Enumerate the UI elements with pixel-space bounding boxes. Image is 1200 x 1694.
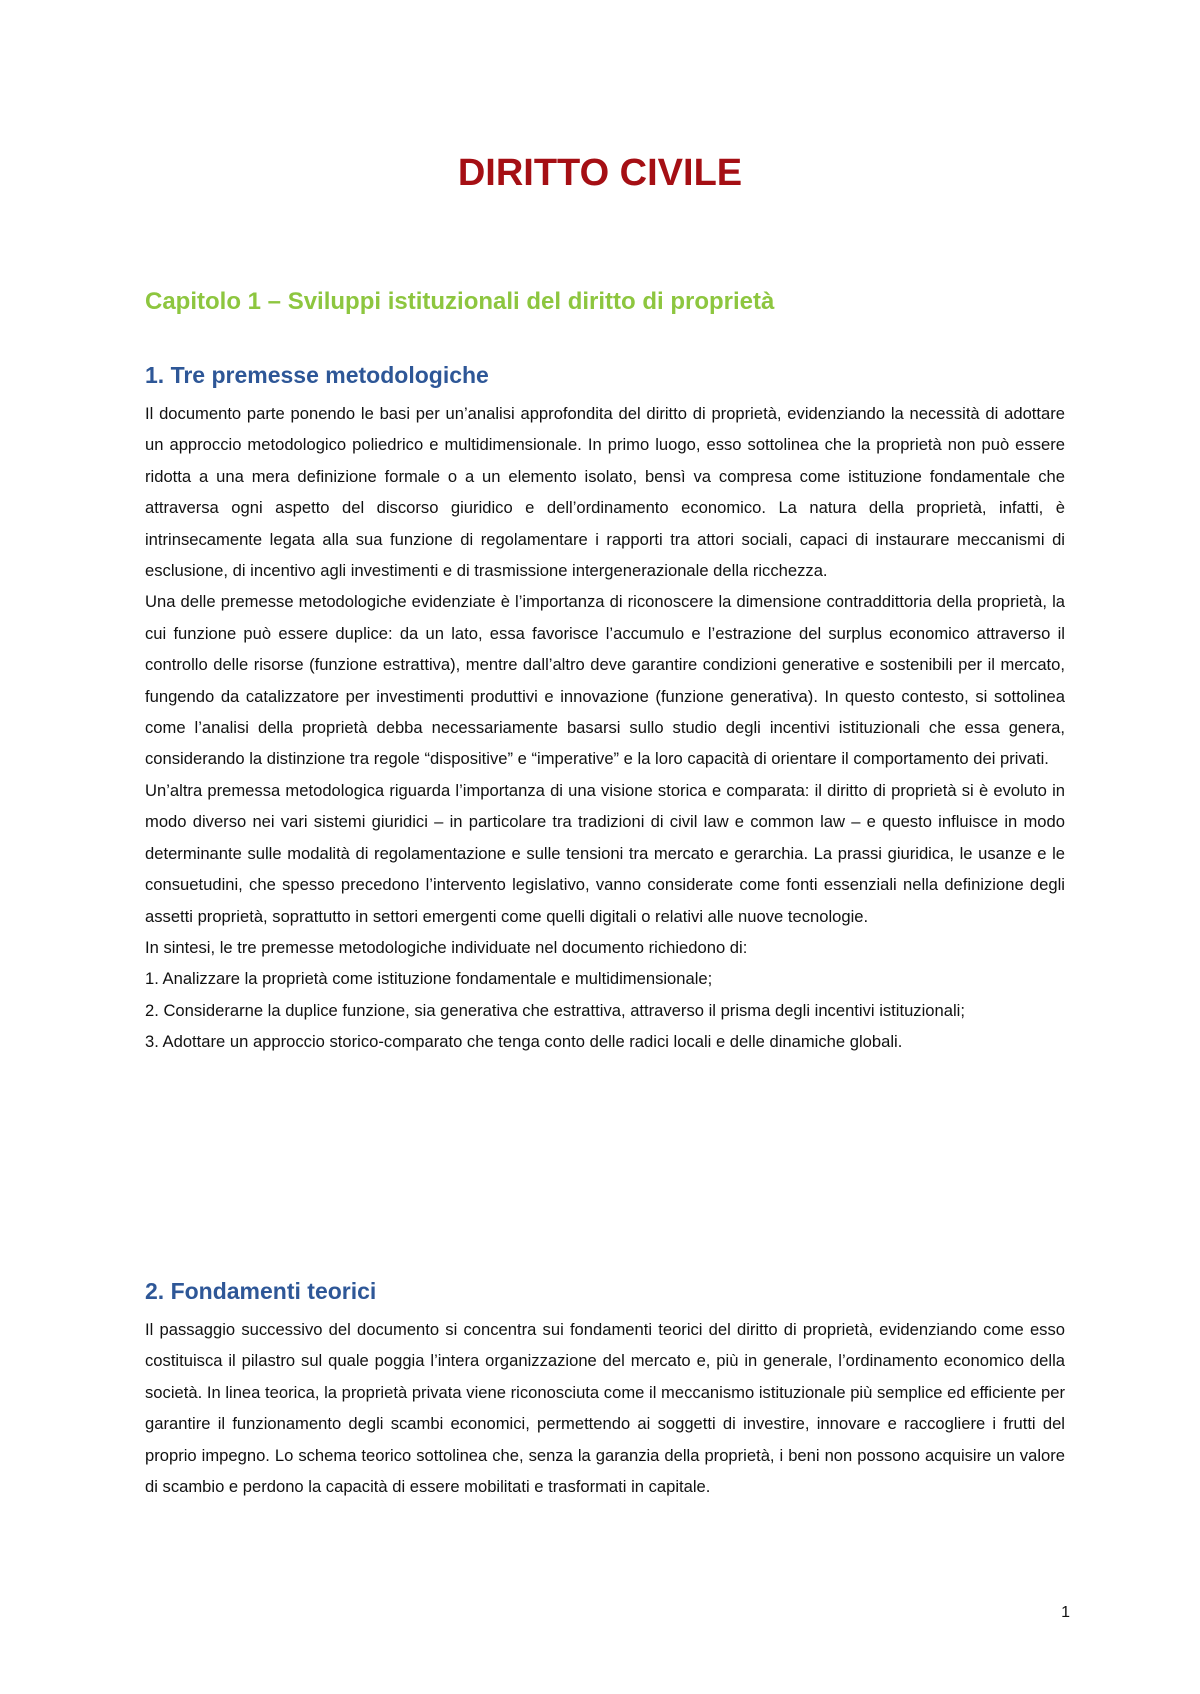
paragraph: Il documento parte ponendo le basi per un’analisi approfondita del diritto di proprietà, evidenziando la necessità di adottare un approccio metodologico poliedrico e multidimensionale. In primo luogo, esso sottolinea che la proprietà non può essere ridotta a una mera definizione formale o a un elemento isolato, bensì va compresa come istituzione fondamentale che attraversa ogni aspetto del discorso giuridico e dell’ordinamento economico. La natura della proprietà, infatti, è intrinsecamente legata alla sua funzione di regolamentare i rapporti tra attori sociali, capaci di instaurare meccanismi di esclusione, di incentivo agli investimenti e di trasmissione intergenerazionale della ricchezza. xyxy=(145,404,1065,581)
list-item: 1. Analizzare la proprietà come istituzione fondamentale e multidimensionale; xyxy=(145,969,713,989)
paragraph: Il passaggio successivo del documento si concentra sui fondamenti teorici del diritto di proprietà, evidenziando come esso costituisca il pilastro sul quale poggia l’intera organizzazione del mercato e, più in generale, l’ordinamento economico della società. In linea teorica, la proprietà privata viene riconosciuta come il meccanismo istituzionale più semplice ed efficiente per garantire il funzionamento degli scambi economici, permettendo ai soggetti di investire, innovare e raccogliere i frutti del proprio impegno. Lo schema teorico sottolinea che, senza la garanzia della proprietà, i beni non possono acquisire un valore di scambio e perdono la capacità di essere mobilitati e trasformati in capitale. xyxy=(145,1320,1065,1497)
list-item: 2. Considerarne la duplice funzione, sia generativa che estrattiva, attraverso il prisma degli incentivi istituzionali; xyxy=(145,1000,965,1020)
section-heading-1: 1. Tre premesse metodologiche xyxy=(145,362,489,388)
section-body-2 xyxy=(145,1314,1065,1502)
paragraph: Un’altra premessa metodologica riguarda l’importanza di una visione storica e comparata: il diritto di proprietà si è evoluto in modo diverso nei vari sistemi giuridici – in particolare tra tradizioni di civil law e common law – e questo influisce in modo determinante sulle modalità di regolamentazione e sulle tensioni tra mercato e gerarchia. La prassi giuridica, le usanze e le consuetudini, che spesso precedono l’intervento legislativo, vanno considerate come fonti essenziali nella definizione degli assetti proprietà, soprattutto in settori emergenti come quelli digitali o relativi alle nuove tecnologie. xyxy=(145,780,1065,926)
section-body-1 xyxy=(145,398,1065,1058)
document-title: DIRITTO CIVILE xyxy=(457,152,743,194)
section-heading-2: 2. Fondamenti teorici xyxy=(145,1278,377,1304)
paragraph: In sintesi, le tre premesse metodologiche individuate nel documento richiedono di: xyxy=(145,937,748,957)
list-item: 3. Adottare un approccio storico-comparato che tenga conto delle radici locali e delle dinamiche globali. xyxy=(145,1032,903,1052)
paragraph: Una delle premesse metodologiche evidenziate è l’importanza di riconoscere la dimensione contraddittoria della proprietà, la cui funzione può essere duplice: da un lato, essa favorisce l’accumulo e l’estrazione del surplus economico attraverso il controllo delle risorse (funzione estrattiva), mentre dall’altro deve garantire condizioni generative e sostenibili per il mercato, fungendo da catalizzatore per investimenti produttivi e innovazione (funzione generativa). In questo contesto, si sottolinea come l’analisi della proprietà debba necessariamente basarsi sullo studio degli incentivi istituzionali che essa genera, considerando la distinzione tra regole “dispositive” e “imperative” e la loro capacità di orientare il comportamento dei privati. xyxy=(145,592,1065,769)
chapter-heading: Capitolo 1 – Sviluppi istituzionali del diritto di proprietà xyxy=(145,288,775,315)
page-number: 1 xyxy=(1061,1604,1070,1621)
